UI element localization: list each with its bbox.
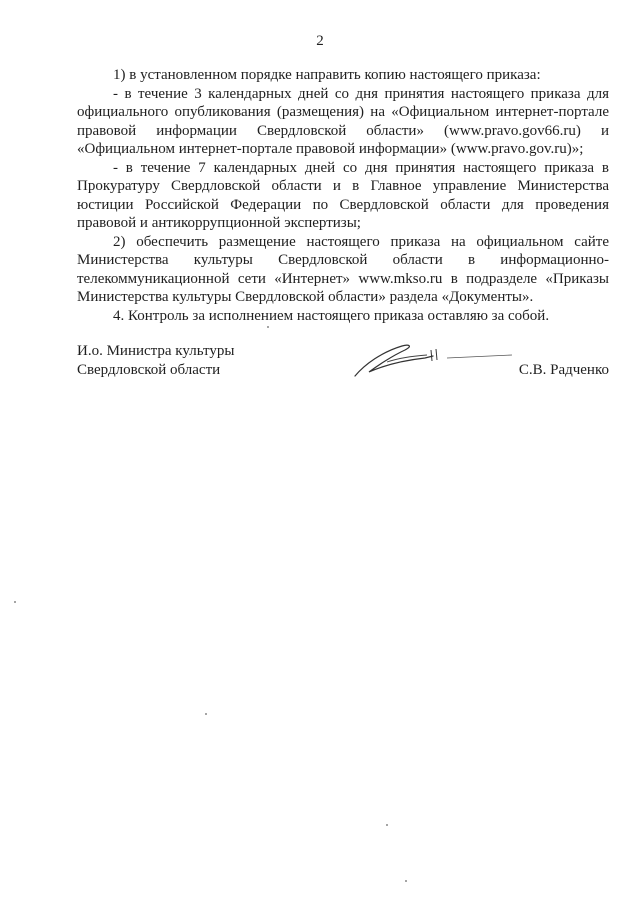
paragraph-5: 4. Контроль за исполнением настоящего приказа оставляю за собой. bbox=[113, 307, 550, 324]
signer-title-line-2: Свердловской области bbox=[77, 362, 221, 378]
scan-speck bbox=[267, 326, 269, 328]
scan-speck bbox=[405, 880, 407, 882]
signer-name: С.В. Радченко bbox=[518, 362, 609, 378]
paragraph-2: - в течение 3 календарных дней со дня принятия настоящего приказа для официального опубликования (размещения) на «Официальном интернет-портале правовой информации Свердловской области» (www.pravo.gov66.ru) и «Официальном интернет-портале правовой информации» (www.pravo.gov.ru)»; bbox=[77, 85, 609, 157]
paragraph-1: 1) в установленном порядке направить копию настоящего приказа: bbox=[113, 67, 541, 83]
signature-block bbox=[77, 342, 609, 380]
page-number: 2 bbox=[316, 33, 324, 49]
handwritten-signature bbox=[347, 334, 517, 384]
document-body bbox=[77, 66, 609, 325]
signer-title-line-1: И.о. Министра культуры bbox=[77, 343, 235, 359]
scan-speck bbox=[14, 601, 16, 603]
scan-speck bbox=[205, 713, 207, 715]
paragraph-4: 2) обеспечить размещение настоящего приказа на официальном сайте Министерства культуры Свердловской области в информационно-телекоммуникационной сети «Интернет» www.mkso.ru в подразделе «Приказы Министерства культуры Свердловской области» раздела «Документы». bbox=[77, 233, 609, 305]
scan-speck bbox=[386, 824, 388, 826]
paragraph-3: - в течение 7 календарных дней со дня принятия настоящего приказа в Прокуратуру Свердловской области и в Главное управление Министерства юстиции Российской Федерации по Свердловской области для проведения правовой и антикоррупционной экспертизы; bbox=[77, 159, 609, 231]
